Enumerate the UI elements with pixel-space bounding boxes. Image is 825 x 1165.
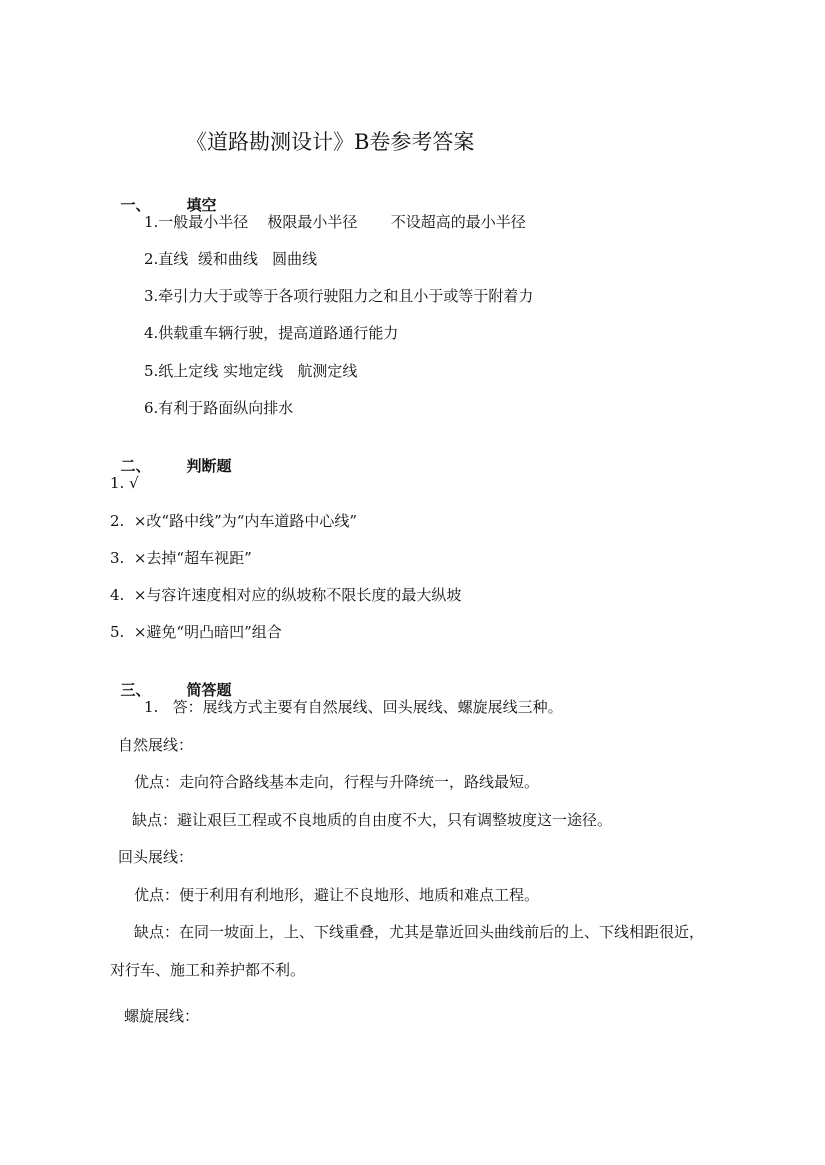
section-heading-short-answer [110,660,231,700]
section-number: 一、 [120,196,151,214]
fill-blank-item: 5.纸上定线 实地定线 航测定线 [144,362,358,380]
natural-extension-label: 自然展线： [118,736,194,754]
switchback-extension-pros: 优点：便于利用有利地形，避让不良地形、地质和难点工程。 [134,886,540,904]
section-heading-fill-blank [110,175,216,215]
document-title: 《道路勘测设计》B卷参考答案 [186,130,475,154]
fill-blank-item: 6.有利于路面纵向排水 [144,399,294,417]
true-false-item: 2. ×改“路中线”为“内车道路中心线” [110,512,358,530]
switchback-extension-label: 回头展线： [118,848,194,866]
true-false-item: 3. ×去掉“超车视距” [110,549,252,567]
switchback-extension-cons: 缺点：在同一坡面上，上、下线重叠，尤其是靠近回头曲线前后的上、下线相距很近， [134,923,705,941]
section-number: 三、 [120,681,151,699]
fill-blank-item: 2.直线 缓和曲线 圆曲线 [144,250,318,268]
true-false-item: 5. ×避免“明凸暗凹”组合 [110,623,282,641]
natural-extension-cons: 缺点：避让艰巨工程或不良地质的自由度不大，只有调整坡度这一途径。 [132,811,613,829]
natural-extension-pros: 优点：走向符合路线基本走向，行程与升降统一，路线最短。 [134,773,540,791]
fill-blank-item: 1.一般最小半径 极限最小半径 不设超高的最小半径 [144,213,526,231]
true-false-item: 4. ×与容许速度相对应的纵坡称不限长度的最大纵坡 [110,586,462,604]
spiral-extension-label: 螺旋展线： [124,1007,200,1025]
short-answer-q1: 1. 答：展线方式主要有自然展线、回头展线、螺旋展线三种。 [144,698,563,716]
true-false-item: 1. √ [110,474,139,492]
switchback-extension-cons-continued: 对行车、施工和养护都不利。 [110,961,306,979]
section-label: 简答题 [186,681,232,699]
fill-blank-item: 4.供载重车辆行驶，提高道路通行能力 [144,324,399,342]
section-number: 二、 [120,457,151,475]
section-label: 填空 [186,196,217,214]
section-heading-true-false [110,436,231,476]
section-label: 判断题 [186,457,232,475]
fill-blank-item: 3.牵引力大于或等于各项行驶阻力之和且小于或等于附着力 [144,287,534,305]
